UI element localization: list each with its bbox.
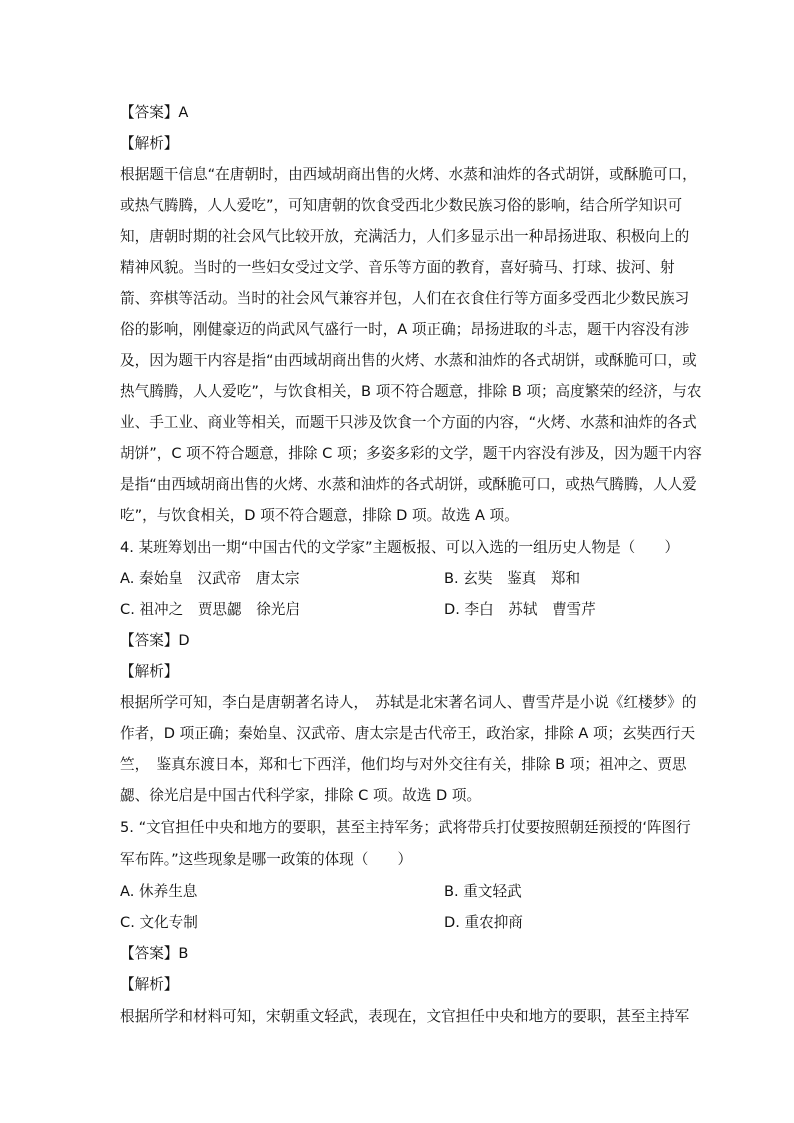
q4-analysis-line: 勰、徐光启是中国古代科学家，排除 C 项。故选 D 项。 — [120, 787, 482, 804]
q4-option-d: D. 李白 苏轼 曹雪芹 — [444, 601, 596, 618]
prev-analysis-line: 箭、弈棋等活动。当时的社会风气兼容并包，人们在衣食住行等方面多受西北少数民族习 — [120, 290, 690, 307]
q5-answer: 【答案】B — [120, 945, 189, 962]
q4-analysis-line: 作者，D 项正确；秦始皇、汉武帝、唐太宗是古代帝王，政治家，排除 A 项；玄奘西行天 — [120, 725, 696, 742]
prev-analysis-line: 及，因为题干内容是指“由西域胡商出售的火烤、水蒸和油炸的各式胡饼，或酥脆可口，或 — [120, 352, 697, 369]
q5-option-a: A. 休养生息 — [120, 883, 198, 900]
q4-stem: 4. 某班筹划出一期“中国古代的文学家”主题板报、可以入选的一组历史人物是（ ） — [120, 539, 680, 556]
prev-analysis-line: 业、手工业、商业等相关，而题干只涉及饮食一个方面的内容，“火烤、水蒸和油炸的各式 — [120, 414, 697, 431]
q4-analysis-line: 根据所学可知，李白是唐朝著名诗人， 苏轼是北宋著名词人、曹雪芹是小说《红楼梦》的 — [120, 694, 697, 711]
q4-option-c: C. 祖冲之 贾思勰 徐光启 — [120, 601, 301, 618]
prev-analysis-line: 精神风貌。当时的一些妇女受过文学、音乐等方面的教育，喜好骑马、打球、拔河、射 — [120, 259, 675, 276]
q5-stem-line: 军布阵。”这些现象是哪一政策的体现（ ） — [120, 851, 413, 868]
q4-answer: 【答案】D — [120, 632, 190, 649]
prev-analysis-line: 吃”，与饮食相关，D 项不符合题意，排除 D 项。故选 A 项。 — [120, 507, 519, 524]
q4-option-a: A. 秦始皇 汉武帝 唐太宗 — [120, 570, 300, 587]
q5-option-c: C. 文化专制 — [120, 914, 198, 931]
q4-analysis-line: 竺， 鉴真东渡日本，郑和七下西洋，他们均与对外交往有关，排除 B 项；祖冲之、贾思 — [120, 756, 687, 773]
prev-analysis-line: 热气腾腾，人人爱吃”，与饮食相关，B 项不符合题意，排除 B 项；高度繁荣的经济，与农 — [120, 383, 702, 400]
prev-answer: 【答案】A — [120, 104, 189, 121]
q5-analysis-line: 根据所学和材料可知，宋朝重文轻武，表现在，文官担任中央和地方的要职，甚至主持军 — [120, 1008, 690, 1025]
prev-analysis-line: 根据题干信息“在唐朝时，由西域胡商出售的火烤、水蒸和油炸的各式胡饼，或酥脆可口， — [120, 166, 697, 183]
q4-option-b: B. 玄奘 鉴真 郑和 — [444, 570, 581, 587]
prev-analysis-line: 俗的影响，刚健豪迈的尚武风气盛行一时，A 项正确；昂扬进取的斗志，题干内容没有涉 — [120, 321, 690, 338]
prev-analysis-line: 知，唐朝时期的社会风气比较开放，充满活力，人们多显示出一种昂扬进取、积极向上的 — [120, 228, 690, 245]
q5-analysis-label: 【解析】 — [120, 976, 179, 993]
q5-option-d: D. 重农抑商 — [444, 914, 523, 931]
prev-analysis-line: 胡饼”，C 项不符合题意，排除 C 项；多姿多彩的文学，题干内容没有涉及，因为题干内容 — [120, 445, 702, 462]
q4-analysis-label: 【解析】 — [120, 663, 179, 680]
prev-analysis-label: 【解析】 — [120, 135, 179, 152]
prev-analysis-line: 是指“由西域胡商出售的火烤、水蒸和油炸的各式胡饼，或酥脆可口，或热气腾腾，人人爱 — [120, 476, 697, 493]
q5-stem-line: 5. “文官担任中央和地方的要职，甚至主持军务；武将带兵打仗要按照朝廷预授的‘阵图行 — [120, 819, 691, 836]
q5-option-b: B. 重文轻武 — [444, 883, 522, 900]
prev-analysis-line: 或热气腾腾，人人爱吃”，可知唐朝的饮食受西北少数民族习俗的影响，结合所学知识可 — [120, 197, 683, 214]
